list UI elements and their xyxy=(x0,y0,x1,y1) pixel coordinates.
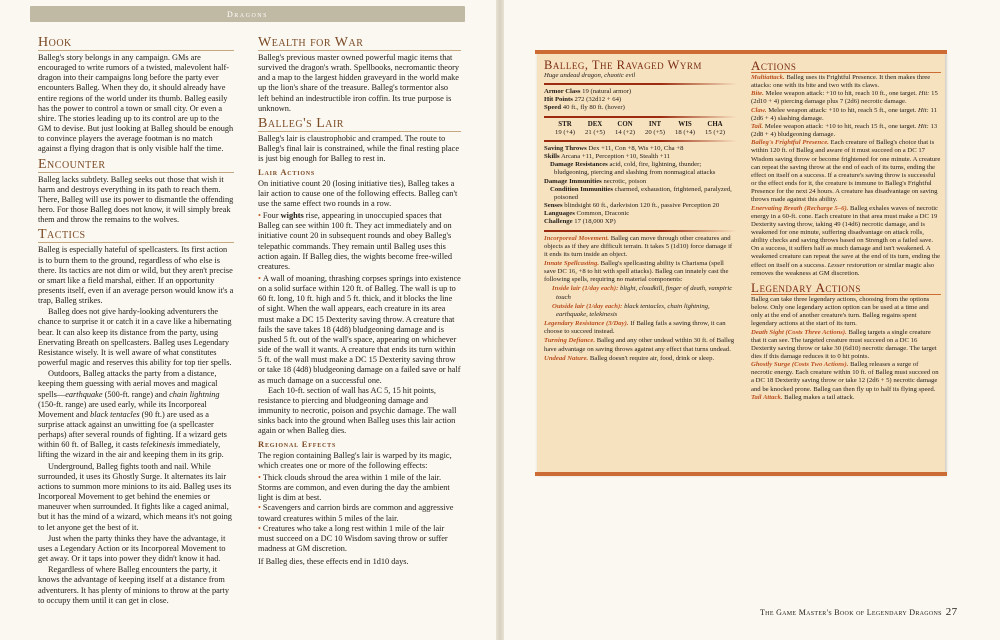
hit-points xyxy=(544,96,737,104)
lair-action-1b: rise, appearing in unoccupied spaces that Balleg can see within 100 ft. They act immediately and on initiative count 20 in subsequent rounds and obey Balleg's telepathic commands. They remain until Balleg uses this action again. If Balleg dies, the wights become free-willed creatures. xyxy=(258,211,452,271)
tactics-text-3b: (500-ft. range) and xyxy=(102,389,170,399)
legendary-intro: Balleg can take three legendary actions, choosing from the options below. Only one legendary action option can be used at a time and only at the end of another creature's turn. Balleg regains spent legendary actions at the start of its turn. xyxy=(751,295,930,328)
lair-action-1-wights: wights xyxy=(280,211,304,221)
hit-label: Hit: xyxy=(918,106,929,114)
legendary-tail-attack xyxy=(751,394,941,402)
stat-block-right xyxy=(751,58,941,402)
encounter-heading: Encounter xyxy=(38,158,234,173)
languages xyxy=(544,210,737,218)
wealth-text: Balleg's previous master owned powerful magic items that survived the dragon's wrath. Spellbooks, necromantic theory and a map to the largest hidden graveyard in the world make up the lion's share of the treasure. Balleg's tormentor also left behind an indestructible iron coffin. Its true purpose is unknown. xyxy=(258,53,460,113)
legendary-ghostly-surge xyxy=(751,361,941,394)
action-frightful-presence xyxy=(751,139,941,204)
trait-text: Balleg's spellcasting ability is Charisma (spell save DC 16, +8 to hit with spell attacks). Balleg can innately cast the following spells, requiring no material components: xyxy=(544,259,729,284)
condition-immunities xyxy=(544,186,737,202)
spell-telekinesis: telekinesis xyxy=(140,440,176,450)
stat-block-left xyxy=(544,58,737,364)
bullet-icon: • xyxy=(258,472,261,482)
action-name: Death Sight (Costs Three Actions). xyxy=(751,328,847,336)
lair-actions-heading: Lair Actions xyxy=(258,167,316,178)
damage-resistances-label: Damage Resistances xyxy=(550,161,608,169)
trait-text: If Balleg fails a saving throw, it can choose to succeed instead. xyxy=(544,320,726,336)
tactics-text-2: Balleg does not give hardy-looking adventurers the chance to surprise it or catch it in a cave like a hibernating bear. It can also keep its distance from the party, using Enervating Breath on spellcasters. Balleg uses Legendary Resistance wisely. It is well aware of what constitutes powerful magic and reserves this ability for top tier spells. xyxy=(38,307,232,368)
divider xyxy=(544,230,737,232)
action-text: Balleg targets a single creature that it can see. The targeted creature must succeed on a DC 16 Dexterity saving throw or take 30 (6d10) necrotic damage. The target dies if this damage reduces it to 0 hit points. xyxy=(751,328,937,360)
saving-throws-label: Saving Throws xyxy=(544,144,587,152)
book-title: The Game Master's Book of Legendary Dragons xyxy=(760,608,942,617)
spell-list: black tentacles, chain lightning, earthquake, telekinesis xyxy=(556,302,710,318)
hit-points-value: 272 (32d12 + 64) xyxy=(574,96,622,104)
action-name: Multiattack. xyxy=(751,74,785,81)
lair-action-1a: Four xyxy=(262,211,281,221)
ability-cha xyxy=(700,121,730,137)
regional-effect-2-text: Scavengers and carrion birds are common and aggressive toward creatures within 5 miles of the lair. xyxy=(258,503,454,523)
trait-name: Innate Spellcasting. xyxy=(544,259,599,267)
hit-points-label: Hit Points xyxy=(544,96,573,104)
ability-value: 19 (+4) xyxy=(555,128,575,136)
languages-value: Common, Draconic xyxy=(576,210,630,218)
skills-label: Skills xyxy=(544,153,560,161)
action-text: Balleg makes a tail attack. xyxy=(782,393,855,401)
armor-class-label: Armor Class xyxy=(544,88,581,96)
damage-resistances xyxy=(544,161,737,177)
ability-dex xyxy=(580,121,610,137)
action-claw xyxy=(751,107,941,123)
ability-name: CHA xyxy=(707,120,723,128)
trait-legendary-resistance xyxy=(544,320,737,336)
action-text: Melee weapon attack: +10 to hit, reach 10 ft., one target. xyxy=(763,90,919,98)
action-damage: 13 (2d8 + 4) bludgeoning damage. xyxy=(751,122,938,139)
lair-actions-intro: On initiative count 20 (losing initiative ties), Balleg takes a lair action to cause one of the following effects. Balleg can't use the same effect two rounds in a row. xyxy=(258,178,458,208)
lair-action-2 xyxy=(258,274,461,437)
legendary-actions-heading: Legendary Actions xyxy=(751,281,941,295)
divider xyxy=(544,140,737,142)
damage-immunities xyxy=(544,178,737,186)
senses-value: blindsight 60 ft., darkvision 120 ft., passive Perception 20 xyxy=(564,202,720,210)
trait-name: Legendary Resistance (3/Day). xyxy=(544,320,629,328)
running-header xyxy=(30,6,465,22)
action-text: Melee weapon attack: +10 to hit, reach 15 ft., one target. xyxy=(763,122,919,130)
languages-label: Languages xyxy=(544,210,575,218)
stat-block xyxy=(537,52,945,474)
ability-int xyxy=(640,121,670,137)
challenge xyxy=(544,218,737,226)
running-header-title: Dragons xyxy=(227,9,268,19)
action-name: Tail. xyxy=(751,122,764,130)
bullet-icon: • xyxy=(258,523,261,533)
trait-innate-spellcasting xyxy=(544,260,737,284)
ability-value: 21 (+5) xyxy=(585,128,605,136)
ability-con xyxy=(610,121,640,137)
action-tail xyxy=(751,123,941,139)
action-text: Each creature of Balleg's choice that is within 120 ft. of Balleg and aware of it must succeed on a DC 17 Wisdom saving throw or become frightened for one minute. A creature can repeat the saving throw at the end of each of its turns, ending the effect on itself on a success. If a creature's saving throw is successful or the effect ends for it, the creature is immune to Balleg's Frightful Presence for the next 24 hours. A creature has disadvantage on saving throws made against this ability. xyxy=(751,139,941,204)
action-text-end: or similar magic also removes the weakness at GM discretion. xyxy=(751,261,935,277)
speed-value: 40 ft., fly 80 ft. (hover) xyxy=(562,104,625,112)
senses-label: Senses xyxy=(544,202,563,210)
tactics-text-3c: (150-ft. range) are used early, while its Incorporeal Movement and xyxy=(38,399,207,419)
ability-str xyxy=(550,121,580,137)
regional-heading: Regional Effects xyxy=(258,439,337,450)
action-text: Balleg releases a surge of necrotic energy. Each creature within 10 ft. of Balleg must succeed on a DC 18 Dexterity saving throw or take 12 (2d6 + 5) necrotic damage and be knocked prone. Balleg can then fly up to half its flying speed. xyxy=(751,361,939,393)
regional-intro: The region containing Balleg's lair is warped by its magic, which creates one or more of the following effects: xyxy=(258,450,452,470)
damage-resistances-value: acid, cold, fire, lightning, thunder; bludgeoning, piercing and slashing from nonmagical attacks xyxy=(554,161,716,177)
regional-effect-3 xyxy=(258,524,461,554)
speed-label: Speed xyxy=(544,104,562,112)
book-gutter xyxy=(496,0,504,640)
ability-name: STR xyxy=(558,120,572,128)
creature-name: Balleg, The Ravaged Wyrm xyxy=(544,58,702,72)
ability-value: 18 (+4) xyxy=(675,128,695,136)
trait-undead-nature xyxy=(544,355,737,363)
tactics-text-3e: immediately, lifting the wizard in the air and keeping them in its grip. xyxy=(38,440,224,460)
stat-block-top-border xyxy=(535,50,947,54)
page-footer xyxy=(760,606,957,618)
lair-action-1 xyxy=(258,211,461,272)
trait-name: Undead Nature. xyxy=(544,354,589,362)
action-name: Ghostly Surge (Costs Two Actions). xyxy=(751,361,849,369)
tactics-text-6: Regardless of where Balleg encounters the party, it knows the advantage of keeping itself at a distance from adventurers. It has plenty of minions to throw at the party to occupy them until it can get in close. xyxy=(38,565,230,605)
bullet-icon: • xyxy=(258,503,261,513)
action-text: Balleg uses its Frightful Presence. It then makes three attacks: one with its bite and two with its claws. xyxy=(751,74,931,90)
condition-immunities-label: Condition Immunities xyxy=(550,185,613,193)
bullet-icon: • xyxy=(258,273,261,283)
action-multiattack xyxy=(751,74,941,90)
action-name: Enervating Breath (Recharge 5–6). xyxy=(751,204,849,212)
lair-text: Balleg's lair is claustrophobic and cramped. The route to Balleg's final lair is constrained, while the final resting place is just big enough for Balleg to rest in. xyxy=(258,133,460,164)
lair-heading: Balleg's Lair xyxy=(258,117,461,132)
speed xyxy=(544,104,737,112)
action-bite xyxy=(751,90,941,106)
regional-outro: If Balleg dies, these effects end in 1d10 days. xyxy=(258,557,409,567)
action-damage: 15 (2d10 + 4) piercing damage plus 7 (2d6) necrotic damage. xyxy=(751,90,938,106)
ability-wis xyxy=(670,121,700,137)
action-damage: 11 (2d6 + 4) slashing damage. xyxy=(751,106,937,122)
action-text: Balleg exhales waves of necrotic energy in a 60-ft. cone. Each creature in that area must make a DC 19 Dexterity saving throw, taking 49 (14d6) necrotic damage, and is weakened for one minute, suffering disadvantage on attack rolls, ability checks and saving throws based on Strength on a failed save. On a success, it suffers half as much damage and isn't weakened. A weakened creature can repeat the save at the end of its turn, ending the effect on itself on a success. xyxy=(751,204,941,269)
spell-list-name: Inside lair (1/day each): xyxy=(552,285,619,293)
legendary-death-sight xyxy=(751,329,941,362)
encounter-text: Balleg lacks subtlety. Balleg seeks out those that wish it harm and destroys everything in its path to reach them. There, Balleg will use its power to dismantle the offending hero. For those Balleg does not know, it will simply break them and throw the remains to the wolves. xyxy=(38,174,234,225)
skills xyxy=(544,153,737,161)
divider xyxy=(544,83,737,85)
ability-value: 15 (+2) xyxy=(705,128,725,136)
tactics-text-3d: (90 ft.) are used as a surprise attack against an unwitting foe (a spellcaster perhaps) after several rounds of fighting. If a wizard gets within 60 ft. of Balleg, it casts xyxy=(38,409,227,450)
action-name: Tail Attack. xyxy=(751,393,783,401)
lair-action-2-text: A wall of moaning, thrashing corpses springs into existence on a solid surface within 120 ft. of Balleg. The wall is up to 60 ft. long, 10 ft. high and 5 ft. thick, and it blocks the line of sight. When the wall appears, each creature in its area must make a DC 15 Dexterity saving throw. A creature that fails the save takes 18 (4d8) bludgeoning damage and is pushed 5 ft. out of the wall's space, appearing on whichever side of the wall it wants. A creature that ends its turn within 5 ft. of the wall must make a DC 15 Dexterity saving throw or take 18 (4d8) bludgeoning damage on a failed save or half as much damage on a successful one. xyxy=(258,273,461,385)
action-name: Claw. xyxy=(751,106,767,114)
spell-earthquake: earthquake xyxy=(65,389,103,399)
regional-effect-3-text: Creatures who take a long rest within 1 mile of the lair must succeed on a DC 10 Wisdom saving throw or suffer madness at GM discretion. xyxy=(258,523,448,554)
lair-action-2-cont: Each 10-ft. section of wall has AC 5, 15 hit points, resistance to piercing and bludgeoning damage and immunity to necrotic, poison and psychic damage. The wall sinks back into the ground when Balleg uses this lair action again or when Balleg dies. xyxy=(258,385,457,436)
armor-class-value: 19 (natural armor) xyxy=(582,88,632,96)
saving-throws xyxy=(544,145,737,153)
damage-immunities-label: Damage Immunities xyxy=(544,177,602,185)
tactics-text-4: Underground, Balleg fights tooth and nail. While surrounded, it uses its Ghostly Surge. It alternates its lair actions to summon more minions to its aid. Balleg uses its Incorporeal Movement to get behind the enemies or maneuver when surrounded. It fights like a caged animal, but it has the mind of a wizard, which means it's not going to let anyone get the best of it. xyxy=(38,461,232,532)
tactics-text-3a: Outdoors, Balleg attacks the party from a distance, keeping them guessing with aerial moves and magical spells— xyxy=(38,369,218,399)
challenge-value: 17 (18,000 XP) xyxy=(574,218,616,226)
armor-class xyxy=(544,88,737,96)
condition-immunities-value: charmed, exhaustion, frightened, paralyzed, poisoned xyxy=(554,185,732,201)
spell-lesser-restoration: Lesser restoration xyxy=(827,261,877,269)
spell-black-tentacles: black tentacles xyxy=(90,409,140,419)
hit-label: Hit: xyxy=(918,122,929,130)
trait-text: Balleg can move through other creatures and objects as if they are difficult terrain. It takes 5 (1d10) force damage if it ends its turn inside an object. xyxy=(544,234,733,258)
trait-text: Balleg and any other undead within 30 ft. of Balleg have advantage on saving throws against any effect that turns undead. xyxy=(544,337,735,353)
regional-effect-2 xyxy=(258,503,461,523)
ability-name: DEX xyxy=(587,120,603,128)
action-name: Balleg's Frightful Presence. xyxy=(751,139,829,147)
challenge-label: Challenge xyxy=(544,218,573,226)
stat-block-bottom-border xyxy=(535,472,947,476)
trait-incorporeal-movement xyxy=(544,235,737,259)
ability-name: INT xyxy=(648,120,662,128)
bullet-icon: • xyxy=(258,211,261,221)
ability-scores xyxy=(550,121,730,137)
wealth-heading: Wealth for War xyxy=(258,36,461,51)
trait-name: Incorporeal Movement. xyxy=(544,234,610,242)
hook-text: Balleg's story belongs in any campaign. GMs are encouraged to write rumors of a twisted, malevolent half-dragon into their campaigns long before the party ever encounters Balleg. When they do, it should already have entire regions of the world under its thumb. Balleg easily has the power to control a town or small city. Or even a shire. The stories leading up to its control are up to the GM to devise. But just looking at Balleg should be enough to convince players the average footman is no match against a flying dragon that is only visible half the time. xyxy=(38,53,234,154)
trait-turning-defiance xyxy=(544,337,737,353)
spell-list: blight, cloudkill, finger of death, vampiric touch xyxy=(556,285,733,301)
spells-outside-lair xyxy=(544,303,737,319)
trait-name: Turning Defiance. xyxy=(544,337,596,345)
hit-label: Hit: xyxy=(918,90,930,98)
regional-effect-1 xyxy=(258,473,461,503)
creature-type: Huge undead dragon, chaotic evil xyxy=(544,72,636,79)
hook-heading: Hook xyxy=(38,36,234,51)
divider xyxy=(544,116,737,118)
ability-value: 14 (+2) xyxy=(615,128,635,136)
page-number: 27 xyxy=(945,606,958,618)
middle-column xyxy=(258,36,461,568)
action-text: Melee weapon attack: +10 to hit, reach 5 ft., one target. xyxy=(766,106,919,114)
left-column xyxy=(38,36,234,607)
ability-value: 20 (+5) xyxy=(645,128,665,136)
saving-throws-value: Dex +11, Con +8, Wis +10, Cha +8 xyxy=(588,144,684,152)
damage-immunities-value: necrotic, poison xyxy=(603,177,647,185)
tactics-text-3 xyxy=(38,369,234,460)
actions-heading: Actions xyxy=(751,59,941,73)
tactics-text-1: Balleg is especially hateful of spellcasters. Its first action is to burn them to the ground, regardless of who else is there. Its tactics are not dim or wild, but they aren't precise or smart like a field marshal, either. If an opportunity presents itself, even if an average person would know it's a trap, Balleg strikes. xyxy=(38,245,234,306)
regional-effect-1-text: Thick clouds shroud the area within 1 mile of the lair. Storms are common, and even during the day the ambient light is dim at best. xyxy=(258,472,450,503)
ability-name: WIS xyxy=(678,120,692,128)
trait-text: Balleg doesn't require air, food, drink or sleep. xyxy=(588,354,715,362)
action-enervating-breath xyxy=(751,205,941,278)
action-name: Bite. xyxy=(751,90,764,98)
spells-inside-lair xyxy=(544,285,737,301)
spell-chain-lightning: chain lightning xyxy=(169,389,220,399)
tactics-heading: Tactics xyxy=(38,228,234,243)
spell-list-name: Outside lair (1/day each): xyxy=(552,302,623,310)
skills-value: Arcana +11, Perception +10, Stealth +11 xyxy=(560,153,670,161)
senses xyxy=(544,202,737,210)
ability-name: CON xyxy=(617,120,633,128)
tactics-text-5: Just when the party thinks they have the advantage, it uses a Legendary Action or its Incorporeal Movement to get away. Or it taps into power they didn't know it had. xyxy=(38,533,226,564)
